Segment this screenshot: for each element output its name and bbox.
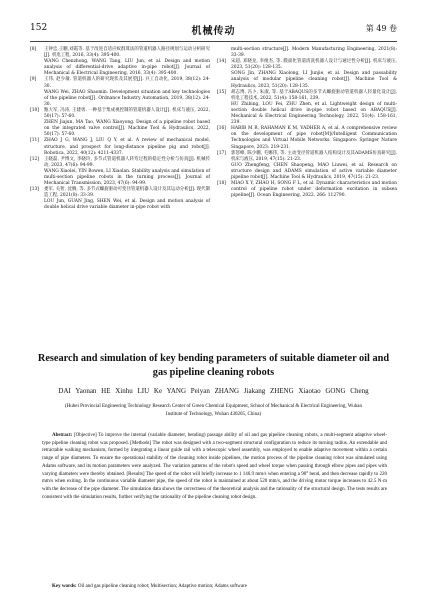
reference-entry	[30, 90, 210, 108]
reference-text: 胡志博, 冯卜, 朱淑, 等. 基于ABAQUS的多节式螺旋驱动管道机器人轻量化设计[J]. 机电工程技术, 2022, 51(4): 158-161, 239.	[231, 89, 397, 101]
reference-entry	[217, 47, 397, 59]
reference-text: WANG Wei, ZHAO Shaomin. Development situation and key technologies of the pipeline robot[J]. Ordnance Industry Automation, 2019, 38(12): 24-30.	[44, 89, 210, 107]
page-number: 152	[30, 23, 48, 33]
reference-text: 宋超, 邓晓龙, 李俊杰, 等. 膜面化管道清洗机器人设计与通过性分析[J]. 机床与液压, 2023, 51(20): 128-135.	[231, 59, 397, 71]
abstract	[42, 432, 387, 501]
reference-text: 王钟忠,王鹏,刘霞等. 基于改进自适应蚁群算法的管道机器人路径规划与运动分析研究[J]. 机电工程, 2016, 33(4): 395-400.	[44, 47, 210, 59]
reference-entry	[217, 90, 397, 102]
reference-text: 甄大军, 冯涛, 王建勇. 一种基于集成视控制的管道机器人设计[J]. 机床与液压, 2022, 50(17): 57-60.	[44, 107, 210, 120]
reference-text: WANG Xiaolei, YIN Bowen, LI Xiaolan. Stability analysis and simulation of multi-section pipeline robots in the turning process[J]. Journal of Mechanical Transmission, 2023, 47(6): 94-99.	[44, 168, 210, 187]
reference-number: [9]	[30, 77, 37, 83]
affiliation: (Hubei Provincial Engineering Technology Research Center of Green Chemical Equipment, School of Mechanical & Electrical Engineering, Wuhan Institute of Technology, Wuhan 430205, China)	[65, 404, 362, 417]
keywords	[42, 583, 387, 591]
references-right-column	[217, 47, 397, 199]
paper-title: Research and simulation of key bending parameters of suitable diameter oil and gas pipeline cleaning robots	[37, 353, 390, 378]
reference-entry	[30, 138, 210, 156]
reference-number: [11]	[30, 138, 40, 144]
reference-text: ZHEN Jiajun, MA Tao, WANG Xiaoyong. Design of a pipeline robot based on the integrated valve control[J]. Machine Tool & Hydraulics, 2022, 50(17): 57-60.	[44, 120, 210, 138]
reference-text: GUO Zhengfeng, CHEN Shaopeng, MAO Liuwei, et al. Research on structure design and ADAMS simulation of active variable diameter pipeline robot[J]. Machine Tool & Hydraulics, 2019, 47(15): 21-23.	[231, 162, 397, 180]
volume-label: 第 49 卷	[365, 24, 397, 33]
reference-text: WANG Chenzhong, WANG Tang, LIU Jun, et al. Design and motion analysis of differential-drive adaptive in-pipe robot[J]. Journal of Mechanical & Electrical Engineering, 2016, 33(4): 395-400.	[44, 59, 210, 77]
header-rule	[30, 41, 397, 42]
reference-text: LOU Jun, GUAN Jing, SHEN Wei, et al. Design and motion analysis of double helical drive variable diameter in-pipe robot with	[44, 199, 210, 211]
reference-text: 娄军, 关智, 沈腾, 等. 多节式螺旋驱动可变径管道机器人设计及其运动分析[J]. 现代制造工程, 2021(8): 33-39.	[44, 187, 210, 199]
abstract-text: [Objective] To improve the internal (variable diameter, bending) passage ability of oil and gas pipeline cleaning robots, a multi-segment adaptive wheel-type pipeline cleaning robot was proposed. [Methods] The robot was designed with a two-segment structural configuration to reduce its turning radius. An extendable and retractable walking mechanism, formed by integrating a linear guide rail with a telescopic wheel assembly, was employed to enable adaptive movement within a certain range of pipe diameters. To ensure the operational stability of the cleaning robot inside pipelines, the motion process of the pipeline cleaning robot was simulated using Adams software, and its motion parameters were analyzed. The variation patterns of the robot's speed and wheel torque when passing through elbow pipes and pipes with varying diameters were thereby obtained. [Results] The speed of the robot will briefly increase to 1 146.9 mm/s when entering a 90° bend, and then decrease rapidly to 220 mm/s when exiting. In the continuous variable diameter pipe, the speed of the robot is maintained at about 520 mm/s, and the driving motor torque increases to 42.5 N·m with the decrease of the pipe diameter. The simulation data shows the correctness of the theoretical analysis and the rationality of the structural design. The tests results are consistent with the simulation results, further verifying the rationality of the pipeline cleaning robot design.	[42, 433, 388, 500]
reference-text: 王伟, 赵少敏. 管道机器人的研究现状及其展望[J]. 兵工自动化, 2019, 38(12): 24-30.	[44, 77, 210, 89]
reference-entry	[30, 199, 210, 211]
abstract-label: Abstract:	[52, 433, 73, 438]
reference-entry	[30, 169, 210, 187]
reference-number: [16]	[217, 126, 227, 132]
page-header	[30, 23, 397, 39]
reference-number: [18]	[217, 181, 227, 187]
references-left-column	[30, 47, 210, 212]
reference-number: [15]	[217, 89, 227, 95]
reference-number: [13]	[30, 187, 40, 193]
reference-text: 郭怒峰, 陈少鹏, 毛娜伟, 等. 主动变径管道机器人结构设计及其ADAMS仿真研究[J]. 机床与液压, 2019, 47(15): 21-23.	[231, 150, 397, 162]
reference-entry	[30, 157, 210, 169]
reference-entry	[217, 71, 397, 89]
reference-entry	[217, 59, 397, 71]
reference-entry	[30, 108, 210, 120]
reference-text: SONG Jin, ZHANG Xiaolong, LI Junjie, et al. Design and passability analysis of modular pipeline cleaning robot[J]. Machine Tool & Hydraulics, 2023, 51(20): 128-135.	[231, 71, 397, 89]
reference-text: ZHAO J G, WANG J, LIU Q Y, et al. A review of mechanical model, structure, and prospect for long-distance pipeline pig and robot[J]. Robotica, 2022, 40(12): 4211-4337.	[44, 138, 210, 156]
reference-entry	[30, 77, 210, 89]
reference-entry	[217, 151, 397, 163]
reference-entry	[30, 120, 210, 138]
journal-name: 机械传动	[191, 26, 236, 37]
keywords-label: Key words:	[52, 584, 77, 589]
reference-text: HU Zhibing, LOU Fei, ZHU Zhen, et al. Lightweight design of multi-section double helical drive in-pipe robot based on ABAQUS[J]. Mechanical & Electrical Engineering Technology, 2022, 51(4): 158-161, 239.	[231, 101, 397, 126]
reference-number: [12]	[30, 156, 40, 162]
reference-number: [10]	[30, 107, 40, 113]
authors: DAI Yaonan HE Xinhu LIU Ke YANG Peiyan ZHANG Jiakang ZHENG Xiaotao GONG Cheng	[58, 387, 369, 395]
reference-entry	[30, 47, 210, 59]
reference-number: [17]	[217, 150, 227, 156]
reference-number: [14]	[217, 59, 227, 65]
reference-entry	[30, 187, 210, 199]
reference-text: 王晓磊, 尹博文, 李晓玲, 多节式管道机器人转弯过程的稳定性分析与仿真[J]. 机械传动, 2023, 47(6): 94-99.	[44, 156, 210, 168]
reference-entry	[217, 163, 397, 181]
reference-text: MIAO X Y, ZHAO H, SONG F L, et al. Dynamic characteristics and motion control of pipeline robot under deformation excitation in subsea pipeline[J]. Ocean Engineering, 2022, 266: 112790.	[231, 181, 397, 199]
keywords-text: Oil and gas pipeline cleaning robot; Multisection; Adaptive motion; Adams software	[77, 584, 247, 589]
reference-entry	[217, 126, 397, 150]
reference-entry	[30, 59, 210, 77]
reference-number: [8]	[30, 47, 37, 52]
reference-entry	[217, 102, 397, 126]
reference-entry	[217, 181, 397, 199]
reference-text: HABIB M R, RAHAMAN K M, VADHER A, et al. A comprehensive review on the development of pipe robot[M]//Intelligent Communication Technologies and Virtual Mobile Networks. Singapore: Springer Nature Singapore, 2023: 219-231.	[231, 126, 397, 150]
reference-text: multi-section structure[J]. Modern Manufacturing Engineering, 2021(8): 33-39.	[231, 47, 397, 59]
